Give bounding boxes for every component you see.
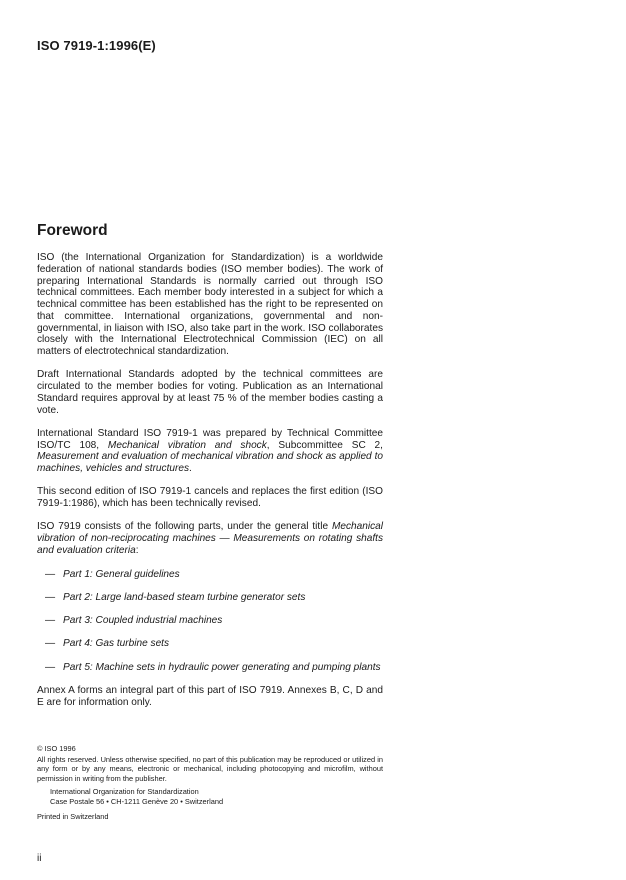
paragraph-prepared-by <box>37 428 383 475</box>
parts-intro-end: : <box>135 544 139 556</box>
dash-marker: — <box>45 568 56 580</box>
committee-title: Mechanical vibration and shock <box>107 439 267 451</box>
dash-marker: — <box>45 661 56 673</box>
part-label: Part 1: General guidelines <box>63 568 180 580</box>
printed-in: Printed in Switzerland <box>37 811 109 821</box>
foreword-body <box>37 252 383 720</box>
dash-marker: — <box>45 615 56 626</box>
page-title: Foreword <box>37 222 108 239</box>
part-label: Part 4: Gas turbine sets <box>63 638 170 650</box>
prepared-by-text: International Standard ISO 7919-1 was prepared by Technical Committee ISO/TC 108, <box>37 427 383 451</box>
publisher-address <box>37 787 383 806</box>
list-item <box>37 592 383 604</box>
paragraph-edition: This second edition of ISO 7919-1 cancels and replaces the first edition (ISO 7919-1:1986), which has been technically revised. <box>37 486 383 509</box>
paragraph-annexes: Annex A forms an integral part of this part of ISO 7919. Annexes B, C, D and E are for information only. <box>37 684 383 708</box>
copyright-line: © ISO 1996 <box>37 744 76 753</box>
publisher-postal: Case Postale 56 • CH-1211 Genève 20 • Switzerland <box>50 796 224 806</box>
publisher-name: International Organization for Standardization <box>50 787 199 797</box>
list-item <box>37 662 383 674</box>
dash-marker: — <box>45 591 56 603</box>
page-number: ii <box>37 853 42 864</box>
list-item <box>37 569 383 581</box>
prepared-by-end: . <box>189 463 192 474</box>
list-item <box>37 638 383 650</box>
subcommittee-text: , Subcommittee SC 2, <box>266 439 383 451</box>
part-label: Part 5: Machine sets in hydraulic power generating and pumping plants <box>63 661 381 673</box>
parts-intro-text: ISO 7919 consists of the following parts, under the general title <box>37 521 332 533</box>
paragraph-iso-intro: ISO (the International Organization for Standardization) is a worldwide federation of national standards bodies (ISO member bodies). The work of preparing International Standards is normally carried out through ISO technical committees. Each member body interested in a subject for which a technical committee has been established has the right to be represented on that committee. International organizations, governmental and non-governmental, in liaison with ISO, also take part in the work. ISO collaborates closely with the International Electrotechnical Commission (IEC) on all matters of electrotechnical standardization. <box>37 252 383 357</box>
dash-marker: — <box>45 638 56 650</box>
general-title: Mechanical vibration of non-reciprocating machines — Measurements on rotating shafts and evaluation criteria <box>37 521 383 556</box>
copyright-block <box>37 744 383 821</box>
part-label: Part 2: Large land-based steam turbine generator sets <box>63 591 306 603</box>
rights-statement: All rights reserved. Unless otherwise specified, no part of this publication may be reproduced or utilized in any form or by any means, electronic or mechanical, including photocopying and microfilm, without permission in writing from the publisher. <box>37 754 383 783</box>
paragraph-voting: Draft International Standards adopted by the technical committees are circulated to the member bodies for voting. Publication as an International Standard requires approval by at least 75 % of the member bodies casting a vote. <box>37 369 383 416</box>
paragraph-parts-intro <box>37 521 383 556</box>
list-item <box>37 615 383 627</box>
part-label: Part 3: Coupled industrial machines <box>63 615 223 626</box>
parts-list <box>37 569 383 674</box>
subcommittee-title: Measurement and evaluation of mechanical vibration and shock as applied to machines, vehicles and structures <box>37 451 383 474</box>
document-id-header: ISO 7919-1:1996(E) <box>37 38 156 53</box>
